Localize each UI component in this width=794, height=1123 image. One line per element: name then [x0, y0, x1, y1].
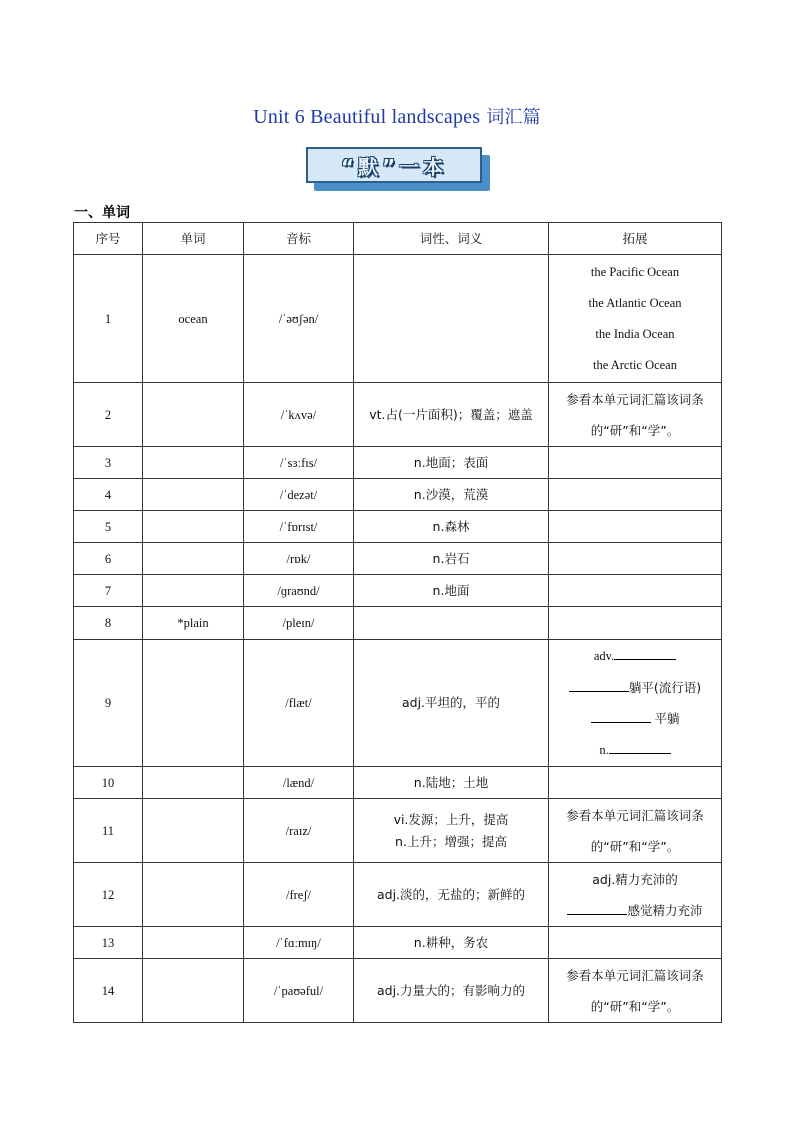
header-row — [74, 223, 722, 255]
ext-line: the Atlantic Ocean — [588, 295, 682, 310]
table-row — [74, 447, 722, 479]
row-no: 12 — [74, 863, 143, 927]
row-meaning: adj.力量大的；有影响力的 — [354, 959, 549, 1023]
row-word — [143, 767, 244, 799]
row-ipa: /pleɪn/ — [244, 607, 354, 640]
row-ipa: /ɡraʊnd/ — [244, 575, 354, 607]
table-row — [74, 927, 722, 959]
row-word — [143, 383, 244, 447]
row-ipa: /ˈkʌvə/ — [244, 383, 354, 447]
ext-line — [549, 703, 721, 734]
row-meaning: n.沙漠，荒漠 — [354, 479, 549, 511]
header-ipa: 音标 — [244, 223, 354, 255]
ext-line: 的“研”和“学”。 — [590, 838, 680, 854]
ext-prefix: adv. — [593, 649, 615, 663]
row-meaning: vt.占(一片面积)；覆盖；遮盖 — [354, 383, 549, 447]
ext-line: the India Ocean — [595, 326, 675, 341]
row-word — [143, 511, 244, 543]
row-ipa: /flæt/ — [244, 640, 354, 767]
row-extension — [549, 255, 722, 383]
ext-suffix: 躺平(流行语) — [628, 680, 702, 695]
row-word — [143, 575, 244, 607]
row-extension — [549, 799, 722, 863]
ext-line: the Pacific Ocean — [590, 264, 680, 279]
row-no: 11 — [74, 799, 143, 863]
fill-blank[interactable] — [567, 900, 627, 915]
fill-blank[interactable] — [591, 708, 651, 723]
row-meaning: n.陆地；土地 — [354, 767, 549, 799]
row-no: 6 — [74, 543, 143, 575]
ext-line: 参看本单元词汇篇该词条 — [566, 967, 704, 983]
row-extension — [549, 767, 722, 799]
row-extension — [549, 479, 722, 511]
row-meaning — [354, 255, 549, 383]
banner-text: “默”一本 — [306, 147, 482, 183]
banner-badge — [306, 147, 492, 193]
row-no: 7 — [74, 575, 143, 607]
ext-line: the Arctic Ocean — [593, 357, 677, 372]
row-extension — [549, 959, 722, 1023]
table-row — [74, 767, 722, 799]
header-no: 序号 — [74, 223, 143, 255]
ext-line — [549, 895, 721, 926]
row-word — [143, 959, 244, 1023]
row-extension — [549, 575, 722, 607]
row-ipa: /lænd/ — [244, 767, 354, 799]
row-no: 8 — [74, 607, 143, 640]
table-row — [74, 255, 722, 383]
table-row — [74, 575, 722, 607]
section-heading: 一、单词 — [74, 205, 130, 221]
row-word — [143, 863, 244, 927]
row-extension — [549, 511, 722, 543]
fill-blank[interactable] — [569, 677, 629, 692]
table-row — [74, 959, 722, 1023]
meaning-line: vi.发源；上升，提高 — [393, 811, 509, 827]
row-meaning: adj.淡的，无盐的；新鲜的 — [354, 863, 549, 927]
row-extension — [549, 543, 722, 575]
row-word: *plain — [143, 607, 244, 640]
title-en: Unit 6 Beautiful landscapes — [253, 106, 481, 128]
row-ipa: /ˈfɑːmɪŋ/ — [244, 927, 354, 959]
row-no: 1 — [74, 255, 143, 383]
row-extension — [549, 447, 722, 479]
table-row — [74, 511, 722, 543]
page-title — [0, 103, 794, 129]
row-no: 5 — [74, 511, 143, 543]
table-row — [74, 479, 722, 511]
row-extension — [549, 607, 722, 640]
row-no: 9 — [74, 640, 143, 767]
table-row — [74, 640, 722, 767]
row-no: 2 — [74, 383, 143, 447]
row-ipa: /ˈpaʊəful/ — [244, 959, 354, 1023]
row-extension — [549, 927, 722, 959]
row-word — [143, 447, 244, 479]
row-word — [143, 799, 244, 863]
table-row — [74, 863, 722, 927]
row-no: 3 — [74, 447, 143, 479]
row-word — [143, 640, 244, 767]
ext-line — [549, 640, 721, 672]
table-row — [74, 383, 722, 447]
row-ipa: /ˈsɜːfɪs/ — [244, 447, 354, 479]
meaning-line: n.上升；增强；提高 — [395, 833, 507, 849]
row-word — [143, 927, 244, 959]
ext-suffix: 平躺 — [654, 711, 680, 726]
row-no: 10 — [74, 767, 143, 799]
row-extension — [549, 640, 722, 767]
title-cn: 词汇篇 — [486, 107, 541, 128]
row-meaning: n.地面 — [354, 575, 549, 607]
row-ipa: /ˈəʊʃən/ — [244, 255, 354, 383]
ext-prefix: n. — [599, 743, 609, 757]
ext-line: adj.精力充沛的 — [592, 871, 678, 887]
ext-line: 参看本单元词汇篇该词条 — [566, 807, 704, 823]
header-extension: 拓展 — [549, 223, 722, 255]
table-row — [74, 607, 722, 640]
row-meaning: n.岩石 — [354, 543, 549, 575]
row-ipa: /raɪz/ — [244, 799, 354, 863]
row-meaning: n.森林 — [354, 511, 549, 543]
row-word — [143, 543, 244, 575]
ext-line: 的“研”和“学”。 — [590, 998, 680, 1014]
row-extension — [549, 383, 722, 447]
row-meaning: n.地面；表面 — [354, 447, 549, 479]
row-no: 4 — [74, 479, 143, 511]
header-word: 单词 — [143, 223, 244, 255]
ext-line: 的“研”和“学”。 — [590, 422, 680, 438]
row-meaning — [354, 799, 549, 863]
fill-blank[interactable] — [609, 739, 671, 754]
ext-line — [549, 672, 721, 703]
row-ipa: /ˈfɒrɪst/ — [244, 511, 354, 543]
row-ipa: /ˈdezət/ — [244, 479, 354, 511]
row-no: 14 — [74, 959, 143, 1023]
row-ipa: /freʃ/ — [244, 863, 354, 927]
row-meaning: n.耕种，务农 — [354, 927, 549, 959]
ext-line: 参看本单元词汇篇该词条 — [566, 391, 704, 407]
row-word — [143, 479, 244, 511]
header-meaning: 词性、词义 — [354, 223, 549, 255]
ext-suffix: 感觉精力充沛 — [627, 902, 703, 918]
row-meaning — [354, 607, 549, 640]
row-word: ocean — [143, 255, 244, 383]
table-row — [74, 799, 722, 863]
row-extension — [549, 863, 722, 927]
ext-line — [549, 734, 721, 766]
row-meaning: adj.平坦的，平的 — [354, 640, 549, 767]
vocab-table — [73, 222, 722, 1023]
row-ipa: /rɒk/ — [244, 543, 354, 575]
row-no: 13 — [74, 927, 143, 959]
table-row — [74, 543, 722, 575]
fill-blank[interactable] — [614, 645, 676, 660]
